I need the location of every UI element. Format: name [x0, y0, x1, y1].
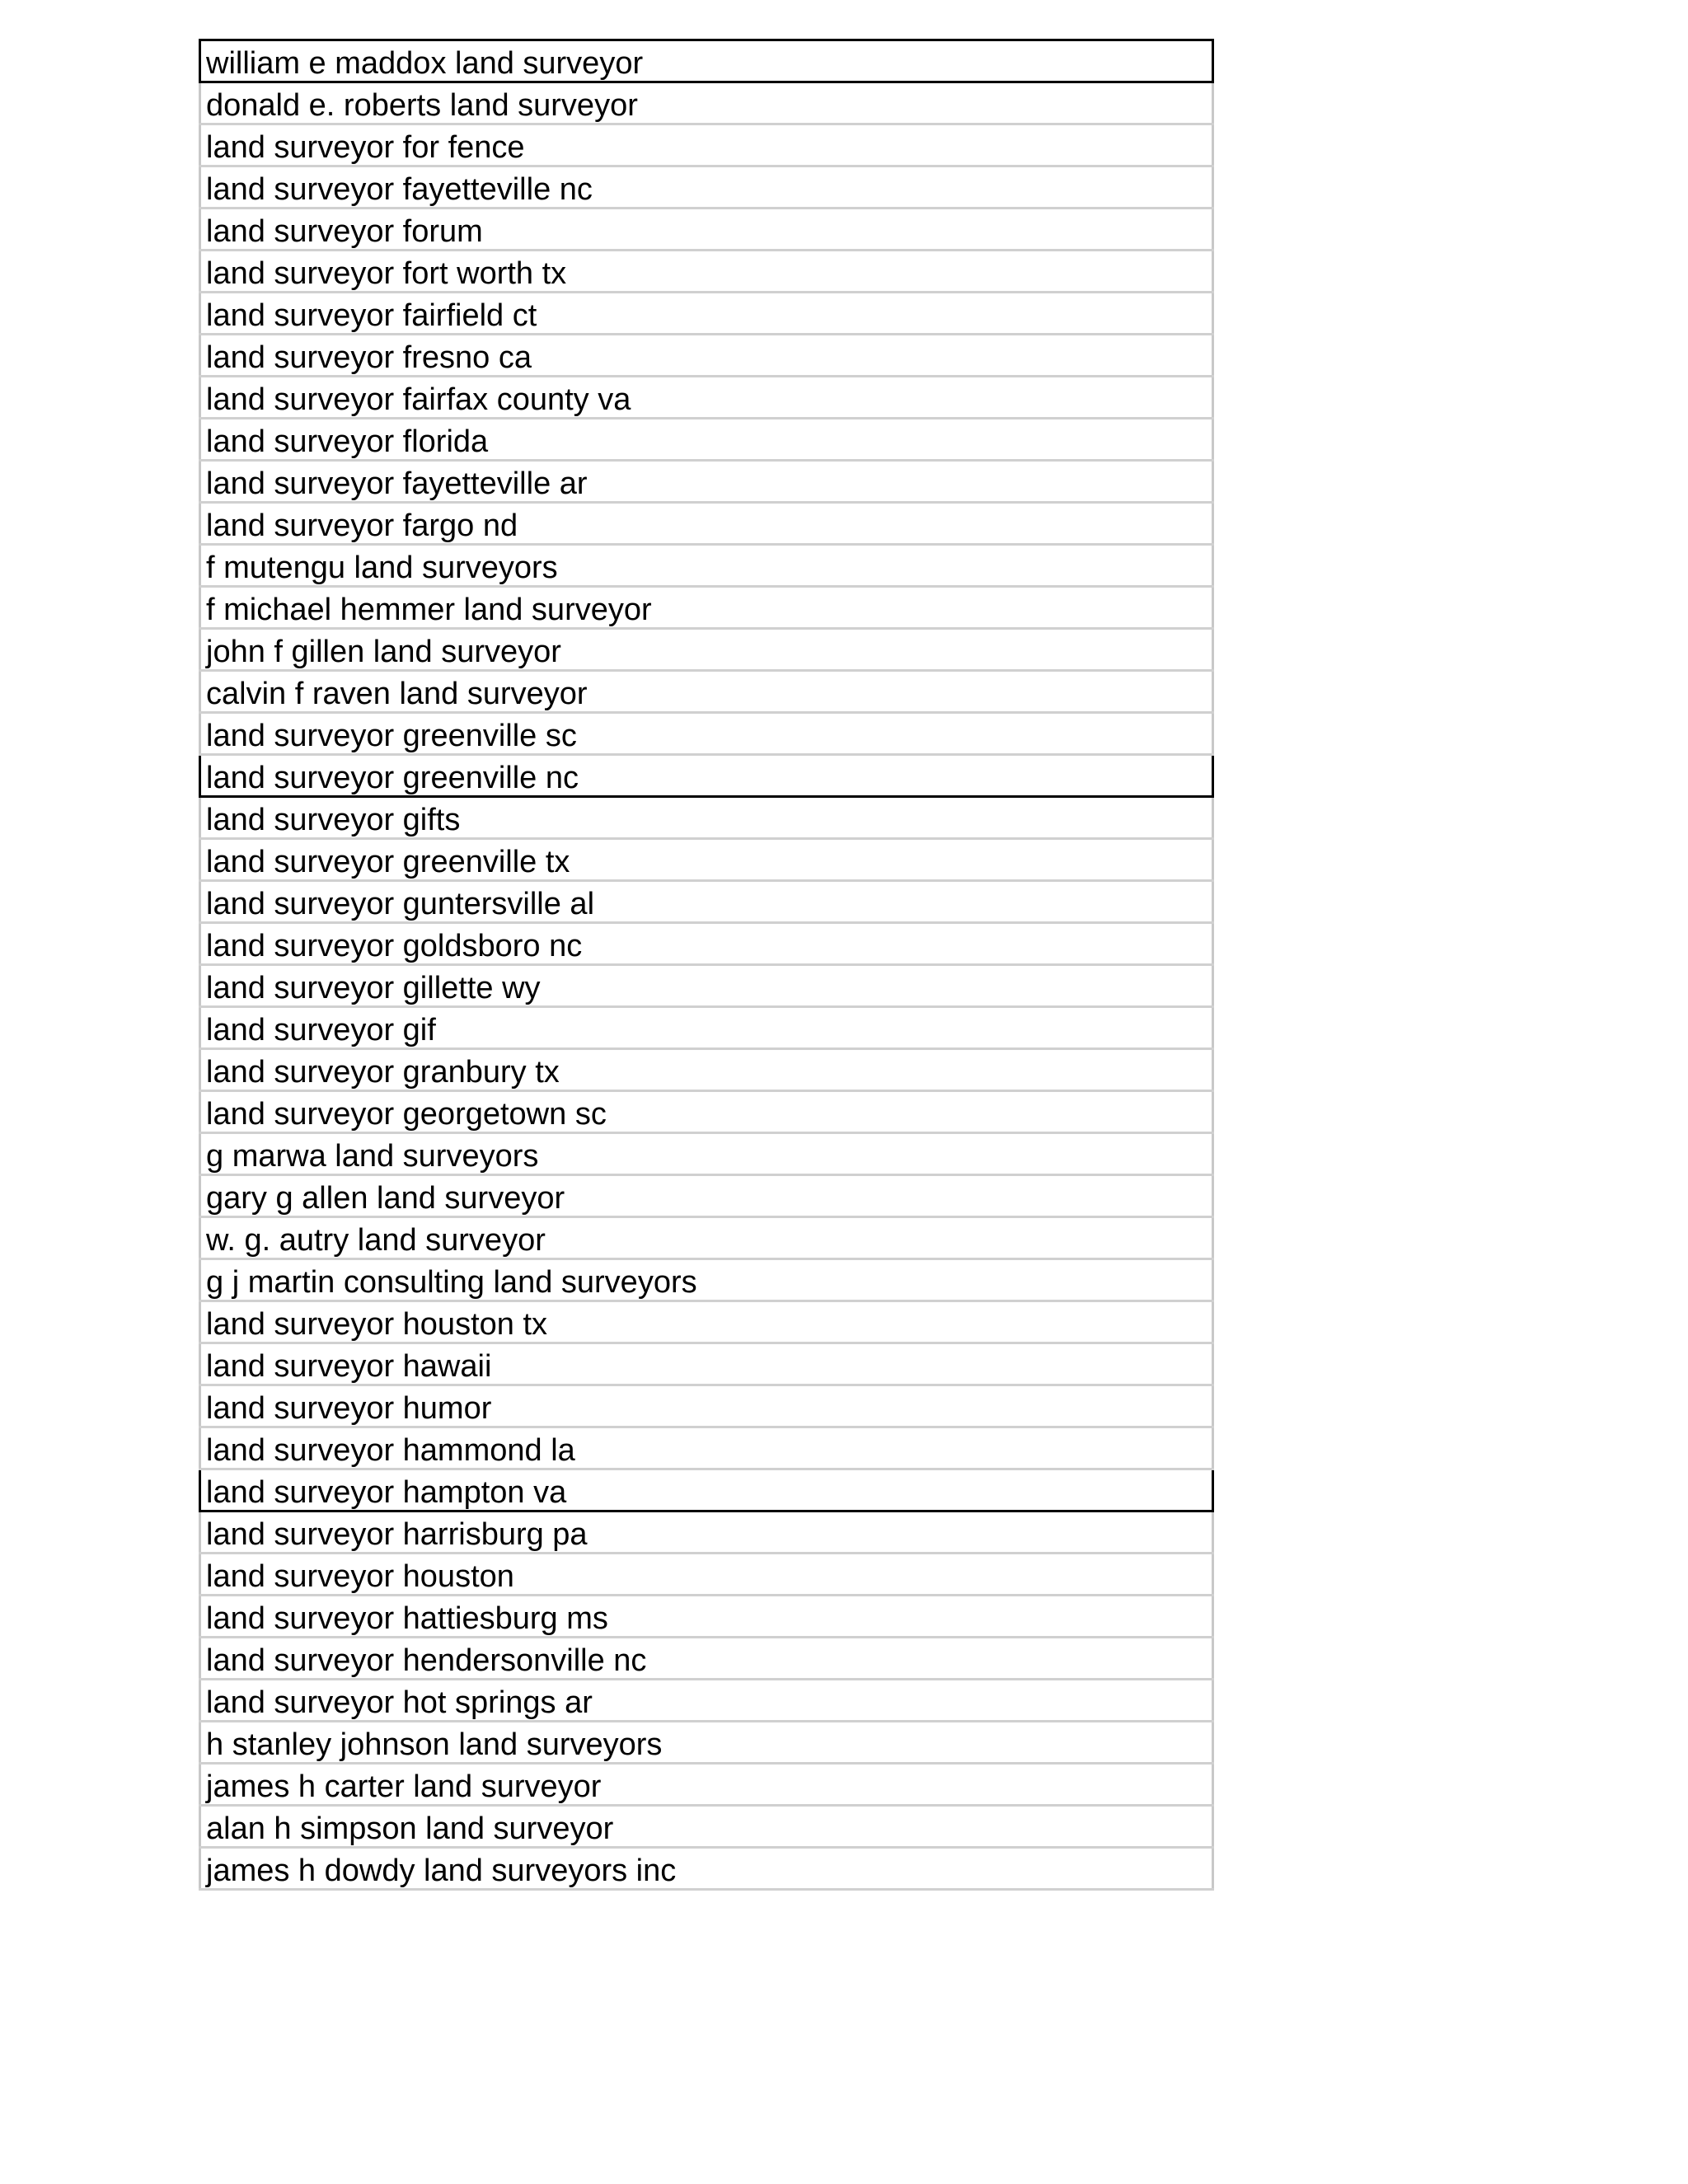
table-row — [200, 1680, 1213, 1722]
cell-text: land surveyor fairfax county va — [206, 382, 631, 417]
table-row — [200, 1554, 1213, 1596]
table-cell[interactable] — [200, 1259, 1213, 1301]
table-cell[interactable] — [200, 629, 1213, 671]
table-cell[interactable] — [200, 503, 1213, 545]
table-cell[interactable] — [200, 1175, 1213, 1217]
table-row — [200, 1596, 1213, 1638]
table-cell[interactable] — [200, 1049, 1213, 1091]
table-cell[interactable] — [200, 419, 1213, 461]
table-cell[interactable] — [200, 1596, 1213, 1638]
cell-text: land surveyor fargo nd — [206, 509, 518, 543]
cell-text: land surveyor fayetteville ar — [206, 466, 588, 501]
keyword-table-body — [200, 40, 1213, 1890]
table-row — [200, 1469, 1213, 1511]
table-cell[interactable] — [200, 755, 1213, 797]
cell-text: land surveyor guntersville al — [206, 887, 595, 921]
table-cell[interactable] — [200, 1764, 1213, 1806]
cell-text: land surveyor gif — [206, 1013, 436, 1047]
cell-text: land surveyor granbury tx — [206, 1055, 560, 1090]
cell-text: land surveyor fairfield ct — [206, 298, 537, 333]
table-cell[interactable] — [200, 293, 1213, 335]
table-row — [200, 1343, 1213, 1385]
table-row — [200, 461, 1213, 503]
cell-text: land surveyor gifts — [206, 803, 461, 837]
table-row — [200, 1764, 1213, 1806]
table-cell[interactable] — [200, 881, 1213, 923]
table-row — [200, 419, 1213, 461]
table-cell[interactable] — [200, 1848, 1213, 1890]
cell-text: g marwa land surveyors — [206, 1139, 539, 1174]
cell-text: land surveyor hattiesburg ms — [206, 1601, 608, 1636]
table-cell[interactable] — [200, 965, 1213, 1007]
cell-text: land surveyor hammond la — [206, 1433, 575, 1468]
table-cell[interactable] — [200, 377, 1213, 419]
cell-text: h stanley johnson land surveyors — [206, 1727, 663, 1762]
table-row — [200, 629, 1213, 671]
cell-text: land surveyor fresno ca — [206, 340, 532, 375]
table-cell[interactable] — [200, 1301, 1213, 1343]
table-row — [200, 1091, 1213, 1133]
table-row — [200, 1385, 1213, 1427]
table-row — [200, 40, 1213, 82]
table-row — [200, 1427, 1213, 1469]
cell-text: land surveyor houston tx — [206, 1307, 548, 1342]
table-cell[interactable] — [200, 713, 1213, 755]
cell-text: land surveyor harrisburg pa — [206, 1517, 588, 1552]
table-cell[interactable] — [200, 335, 1213, 377]
table-row — [200, 545, 1213, 587]
table-row — [200, 166, 1213, 209]
cell-text: land surveyor greenville nc — [206, 761, 579, 795]
cell-text: land surveyor humor — [206, 1391, 492, 1426]
table-cell[interactable] — [200, 1680, 1213, 1722]
cell-text: g j martin consulting land surveyors — [206, 1265, 697, 1300]
table-cell[interactable] — [200, 1007, 1213, 1049]
table-row — [200, 1511, 1213, 1554]
cell-text: land surveyor georgetown sc — [206, 1097, 607, 1132]
table-cell[interactable] — [200, 124, 1213, 166]
cell-text: land surveyor for fence — [206, 130, 525, 165]
table-cell[interactable] — [200, 545, 1213, 587]
table-row — [200, 251, 1213, 293]
table-cell[interactable] — [200, 1091, 1213, 1133]
cell-text: james h dowdy land surveyors inc — [206, 1854, 677, 1888]
table-cell[interactable] — [200, 1217, 1213, 1259]
cell-text: donald e. roberts land surveyor — [206, 88, 638, 123]
table-row — [200, 1848, 1213, 1890]
table-cell[interactable] — [200, 1554, 1213, 1596]
table-row — [200, 1301, 1213, 1343]
table-row — [200, 124, 1213, 166]
cell-text: land surveyor hendersonville nc — [206, 1643, 647, 1678]
table-cell[interactable] — [200, 1427, 1213, 1469]
table-cell[interactable] — [200, 1469, 1213, 1511]
table-cell[interactable] — [200, 797, 1213, 839]
table-row — [200, 82, 1213, 124]
cell-text: john f gillen land surveyor — [206, 635, 561, 669]
cell-text: land surveyor fort worth tx — [206, 256, 567, 291]
cell-text: land surveyor greenville sc — [206, 719, 577, 753]
table-row — [200, 1722, 1213, 1764]
table-row — [200, 587, 1213, 629]
table-cell[interactable] — [200, 1806, 1213, 1848]
table-row — [200, 1806, 1213, 1848]
table-row — [200, 965, 1213, 1007]
cell-text: f mutengu land surveyors — [206, 551, 558, 585]
cell-text: land surveyor forum — [206, 214, 483, 249]
cell-text: land surveyor florida — [206, 424, 489, 459]
cell-text: land surveyor hawaii — [206, 1349, 492, 1384]
cell-text: gary g allen land surveyor — [206, 1181, 565, 1216]
table-cell[interactable] — [200, 839, 1213, 881]
table-cell[interactable] — [200, 1511, 1213, 1554]
table-cell[interactable] — [200, 1722, 1213, 1764]
table-cell[interactable] — [200, 461, 1213, 503]
table-cell[interactable] — [200, 40, 1213, 82]
table-cell[interactable] — [200, 923, 1213, 965]
cell-text: calvin f raven land surveyor — [206, 677, 588, 711]
table-row — [200, 1638, 1213, 1680]
table-cell[interactable] — [200, 1343, 1213, 1385]
cell-text: alan h simpson land surveyor — [206, 1811, 614, 1846]
table-cell[interactable] — [200, 671, 1213, 713]
cell-text: land surveyor hot springs ar — [206, 1685, 593, 1720]
table-cell[interactable] — [200, 251, 1213, 293]
table-cell[interactable] — [200, 1133, 1213, 1175]
cell-text: william e maddox land surveyor — [206, 46, 644, 81]
table-row — [200, 881, 1213, 923]
table-row — [200, 671, 1213, 713]
table-row — [200, 1049, 1213, 1091]
table-row — [200, 839, 1213, 881]
table-row — [200, 335, 1213, 377]
cell-text: f michael hemmer land surveyor — [206, 593, 652, 627]
table-row — [200, 209, 1213, 251]
table-row — [200, 1133, 1213, 1175]
cell-text: land surveyor goldsboro nc — [206, 929, 583, 963]
table-row — [200, 797, 1213, 839]
table-cell[interactable] — [200, 1638, 1213, 1680]
cell-text: james h carter land surveyor — [206, 1769, 602, 1804]
table-row — [200, 1217, 1213, 1259]
table-row — [200, 1259, 1213, 1301]
cell-text: w. g. autry land surveyor — [206, 1223, 546, 1258]
table-row — [200, 755, 1213, 797]
table-row — [200, 293, 1213, 335]
table-row — [200, 1175, 1213, 1217]
table-row — [200, 1007, 1213, 1049]
table-row — [200, 713, 1213, 755]
cell-text: land surveyor greenville tx — [206, 845, 570, 879]
table-cell[interactable] — [200, 82, 1213, 124]
table-cell[interactable] — [200, 587, 1213, 629]
cell-text: land surveyor houston — [206, 1559, 514, 1594]
table-row — [200, 377, 1213, 419]
table-cell[interactable] — [200, 209, 1213, 251]
table-cell[interactable] — [200, 166, 1213, 209]
cell-text: land surveyor gillette wy — [206, 971, 541, 1005]
keyword-table — [199, 39, 1214, 1891]
cell-text: land surveyor fayetteville nc — [206, 172, 593, 207]
cell-text: land surveyor hampton va — [206, 1475, 567, 1510]
table-cell[interactable] — [200, 1385, 1213, 1427]
table-row — [200, 923, 1213, 965]
table-row — [200, 503, 1213, 545]
